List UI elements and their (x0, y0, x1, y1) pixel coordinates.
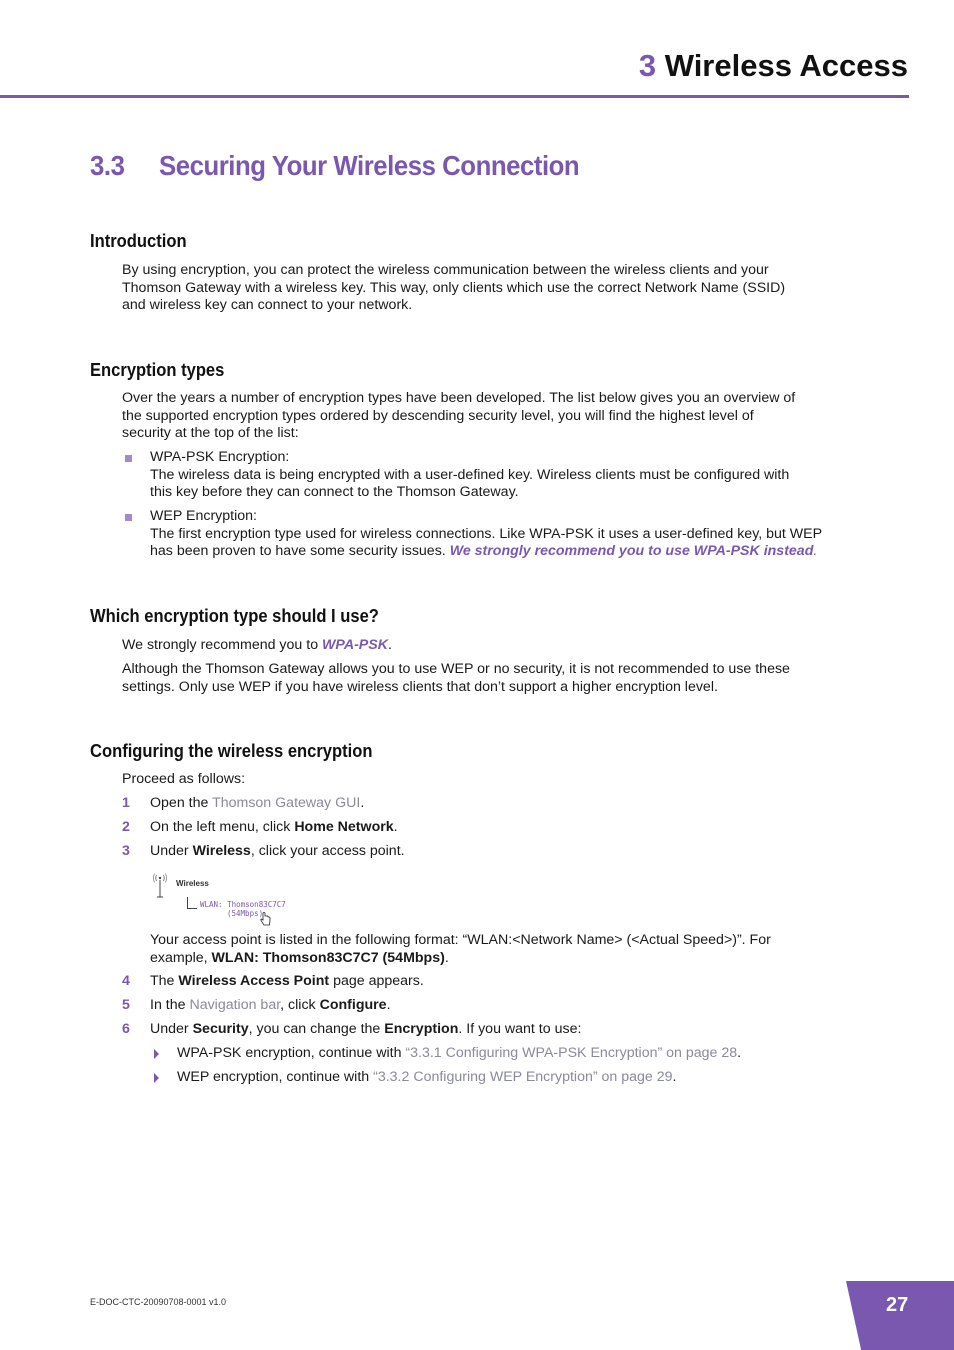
intro-line: and wireless key can connect to your network. (122, 297, 413, 314)
bullet-title: WPA-PSK Encryption: (150, 449, 290, 465)
security-label: Security (192, 1021, 249, 1037)
paragraph-line: settings. Only use WEP if you have wireless clients that don’t support a higher encryption level. (122, 678, 718, 695)
bullet-line (150, 543, 864, 561)
step-text: , click your access point. (250, 843, 405, 859)
step-text: Under (150, 843, 193, 859)
bullet-line: this key before they can connect to the Thomson Gateway. (150, 484, 519, 501)
step-number: 3 (122, 843, 130, 859)
step-4 (122, 973, 424, 991)
wireless-menu-screenshot (150, 868, 310, 928)
navigation-bar-link[interactable]: Navigation bar (189, 997, 281, 1013)
step-number: 6 (122, 1021, 130, 1037)
punctuation: . (387, 637, 392, 653)
paragraph-line: security at the top of the list: (122, 425, 299, 442)
step-number: 1 (122, 795, 130, 811)
antenna-icon (152, 872, 168, 901)
step-5 (122, 997, 391, 1015)
gateway-gui-link[interactable]: Thomson Gateway GUI (212, 795, 361, 811)
step-number: 5 (122, 997, 130, 1013)
wep-section-link[interactable]: “3.3.2 Configuring WEP Encryption” on page 29 (373, 1069, 673, 1085)
encryption-types-paragraph (122, 390, 864, 443)
arrow-bullet-icon (154, 1073, 159, 1083)
arrow-bullet-icon (154, 1049, 159, 1059)
which-encryption-heading: Which encryption type should I use? (90, 606, 379, 626)
sub-item-text: WEP encryption, continue with (177, 1069, 374, 1085)
paragraph-line: Your access point is listed in the following format: “WLAN:<Network Name> (<Actual Speed>)”. For (150, 932, 771, 948)
document-id: E-DOC-CTC-20090708-0001 v1.0 (90, 1297, 227, 1307)
step-3 (122, 843, 405, 861)
step-2 (122, 819, 398, 837)
text: We strongly recommend you to (122, 637, 323, 653)
intro-line: Thomson Gateway with a wireless key. This way, only clients which use the correct Network Name (SSID) (122, 279, 786, 296)
intro-paragraph (122, 262, 864, 315)
header-rule (0, 95, 909, 98)
step-text: On the left menu, click (150, 819, 295, 835)
intro-line: By using encryption, you can protect the wireless communication between the wireless clients and your (122, 262, 769, 278)
step-text: Under (150, 1021, 193, 1037)
home-network-label: Home Network (294, 819, 394, 835)
step-number: 2 (122, 819, 130, 835)
bullet-title: WEP Encryption: (150, 508, 257, 524)
punctuation: . (813, 543, 818, 560)
step-text: page appears. (329, 973, 424, 989)
section-name: Securing Your Wireless Connection (159, 150, 580, 181)
step-1 (122, 795, 364, 813)
access-point-link[interactable] (200, 901, 286, 918)
bullet-line: The wireless data is being encrypted with a user-defined key. Wireless clients must be configured with (150, 466, 790, 483)
step-6 (122, 1021, 581, 1039)
paragraph-line: the supported encryption types ordered by descending security level, you will find the highest level of (122, 407, 754, 424)
recommendation-line (122, 637, 864, 655)
which-paragraph (122, 661, 864, 696)
bullet-icon (125, 514, 132, 521)
encryption-label: Encryption (384, 1021, 459, 1037)
step-text: Open the (150, 795, 213, 811)
punctuation: . (444, 949, 449, 966)
text: example, (150, 949, 212, 966)
chapter-name: Wireless Access (664, 48, 908, 83)
wpa-psk-section-link[interactable]: “3.3.1 Configuring WPA-PSK Encryption” on page 28 (405, 1045, 738, 1061)
hand-cursor-icon (260, 912, 271, 929)
punctuation: . (360, 795, 365, 811)
step-text: . If you want to use: (458, 1021, 582, 1037)
proceed-text: Proceed as follows: (122, 771, 246, 787)
bullet-text: has been proven to have some security issues. (150, 543, 450, 560)
intro-heading: Introduction (90, 231, 187, 251)
page-number: 27 (886, 1294, 909, 1316)
wpa-psk-emphasis: WPA-PSK (322, 637, 388, 653)
sub-item-text: WPA-PSK encryption, continue with (177, 1045, 406, 1061)
wireless-menu-label: Wireless (176, 879, 209, 888)
sub-item-wep (177, 1069, 677, 1087)
step-number: 4 (122, 973, 130, 989)
chapter-title (639, 48, 908, 84)
punctuation: . (672, 1069, 677, 1085)
paragraph-line (150, 950, 864, 968)
punctuation: . (386, 997, 391, 1013)
bullet-line: The first encryption type used for wireless connections. Like WPA-PSK it uses a user-defined key, but WEP (150, 525, 823, 542)
wpa-bullet (150, 449, 864, 502)
chapter-number: 3 (638, 48, 657, 83)
access-point-name: WLAN: Thomson83C7C7 (200, 900, 286, 909)
wireless-access-point-label: Wireless Access Point (178, 973, 330, 989)
configure-label: Configure (319, 997, 387, 1013)
example-access-point: WLAN: Thomson83C7C7 (54Mbps) (211, 949, 445, 966)
bullet-icon (125, 455, 132, 462)
section-title (90, 150, 579, 182)
configuring-heading: Configuring the wireless encryption (90, 741, 373, 761)
step-text: , click (280, 997, 320, 1013)
wep-bullet (150, 508, 864, 561)
format-paragraph (150, 932, 864, 967)
wireless-label: Wireless (192, 843, 251, 859)
paragraph-line: Although the Thomson Gateway allows you to use WEP or no security, it is not recommended to use these (122, 661, 790, 677)
tree-connector (187, 897, 197, 909)
wpa-recommendation-emphasis: We strongly recommend you to use WPA-PSK instead (449, 543, 814, 560)
paragraph-line: Over the years a number of encryption types have been developed. The list below gives you an overview of (122, 390, 796, 406)
punctuation: . (737, 1045, 742, 1061)
step-text: In the (150, 997, 190, 1013)
step-text: , you can change the (248, 1021, 385, 1037)
section-number: 3.3 (90, 150, 125, 181)
sub-item-wpa (177, 1045, 741, 1063)
encryption-types-heading: Encryption types (90, 360, 225, 380)
access-point-speed: (54Mbps) (227, 908, 264, 918)
step-text: The (150, 973, 179, 989)
punctuation: . (393, 819, 398, 835)
